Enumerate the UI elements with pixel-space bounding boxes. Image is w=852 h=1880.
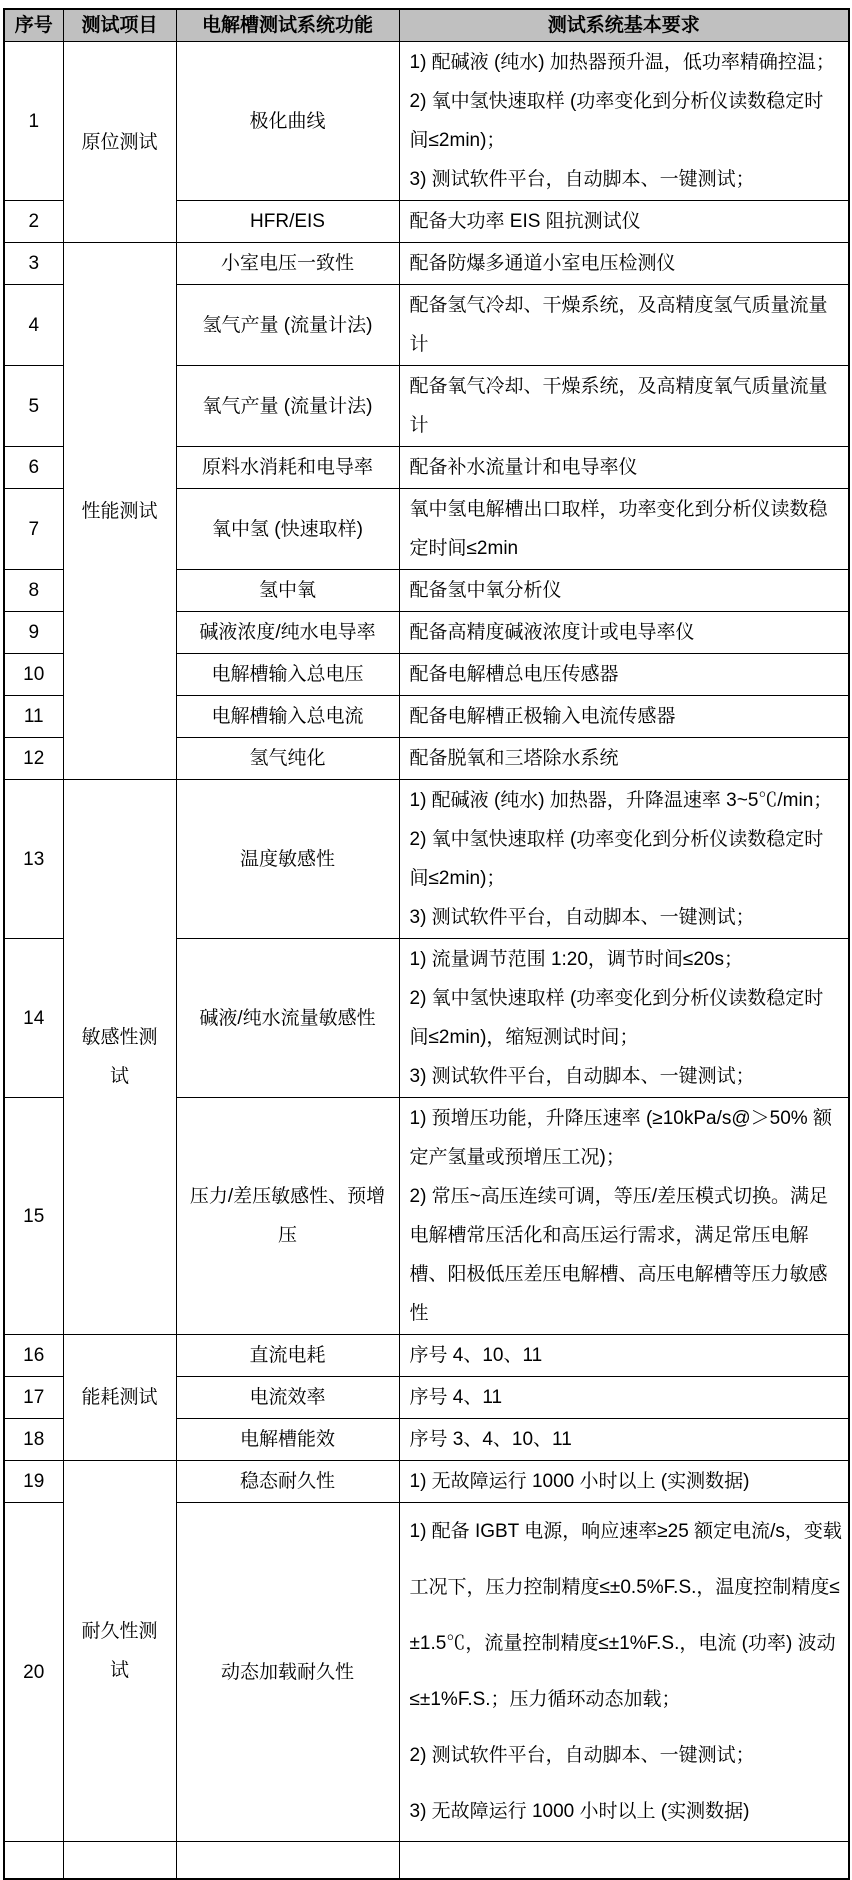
basic-requirements-cell (399, 1419, 849, 1461)
row-index-cell: 18 (4, 1419, 63, 1461)
system-function-cell: 氢中氧 (176, 570, 399, 612)
requirement-line: 2) 氧中氢快速取样 (功率变化到分析仪读数稳定时间≤2min)； (409, 91, 824, 151)
row-index-cell: 11 (4, 696, 63, 738)
row-index-cell (4, 1842, 63, 1880)
col-header-system-function: 电解槽测试系统功能 (176, 9, 399, 42)
requirement-line: 配备高精度碱液浓度计或电导率仪 (409, 622, 695, 643)
system-function-cell: 压力/差压敏感性、预增压 (176, 1098, 399, 1335)
row-index-cell: 2 (4, 201, 63, 243)
requirement-line: 3) 无故障运行 1000 小时以上 (实测数据) (409, 1801, 750, 1822)
row-index-cell: 8 (4, 570, 63, 612)
system-function-cell (176, 1842, 399, 1880)
row-index-cell: 7 (4, 489, 63, 570)
basic-requirements-cell (399, 570, 849, 612)
system-function-cell: 氧中氢 (快速取样) (176, 489, 399, 570)
basic-requirements-cell (399, 780, 849, 939)
basic-requirements-cell (399, 654, 849, 696)
table-row (4, 780, 849, 939)
requirement-line: 序号 3、4、10、11 (409, 1429, 572, 1450)
requirement-line: 1) 预增压功能，升降压速率 (≥10kPa/s@＞50% 额定产氢量或预增压工况)； (409, 1108, 832, 1168)
row-index-cell: 1 (4, 42, 63, 201)
row-index-cell: 9 (4, 612, 63, 654)
basic-requirements-cell (399, 1503, 849, 1842)
system-function-cell: 氧气产量 (流量计法) (176, 366, 399, 447)
basic-requirements-cell (399, 612, 849, 654)
requirement-line: 配备电解槽正极输入电流传感器 (409, 706, 676, 727)
requirement-line: 1) 配碱液 (纯水) 加热器预升温，低功率精确控温； (409, 52, 835, 73)
table-row (4, 1335, 849, 1377)
basic-requirements-cell (399, 1377, 849, 1419)
table-row (4, 42, 849, 201)
table-row (4, 243, 849, 285)
system-function-cell: 碱液浓度/纯水电导率 (176, 612, 399, 654)
basic-requirements-cell (399, 1098, 849, 1335)
requirement-line: 1) 流量调节范围 1:20，调节时间≤20s； (409, 949, 743, 970)
basic-requirements-cell (399, 489, 849, 570)
requirement-line: 配备电解槽总电压传感器 (409, 664, 619, 685)
row-index-cell: 5 (4, 366, 63, 447)
system-function-cell: 电流效率 (176, 1377, 399, 1419)
row-index-cell: 13 (4, 780, 63, 939)
test-table-body (4, 42, 849, 1880)
col-header-test-item: 测试项目 (63, 9, 176, 42)
basic-requirements-cell (399, 243, 849, 285)
requirement-line: 序号 4、11 (409, 1387, 503, 1408)
row-index-cell: 3 (4, 243, 63, 285)
system-function-cell: 小室电压一致性 (176, 243, 399, 285)
system-function-cell: 温度敏感性 (176, 780, 399, 939)
requirement-line: 1) 配备 IGBT 电源，响应速率≥25 额定电流/s，变载工况下，压力控制精度≤±0.5%F.S.，温度控制精度≤±1.5℃，流量控制精度≤±1%F.S.，电流 (功率) 波动≤±1%F.S.；压力循环动态加载； (409, 1521, 842, 1710)
col-header-basic-requirements: 测试系统基本要求 (399, 9, 849, 42)
requirement-line: 1) 无故障运行 1000 小时以上 (实测数据) (409, 1471, 750, 1492)
basic-requirements-cell (399, 738, 849, 780)
test-item-group-cell: 性能测试 (63, 243, 176, 780)
basic-requirements-cell (399, 1335, 849, 1377)
requirement-line: 氧中氢电解槽出口取样，功率变化到分析仪读数稳定时间≤2min (409, 499, 828, 559)
system-function-cell: 原料水消耗和电导率 (176, 447, 399, 489)
basic-requirements-cell (399, 42, 849, 201)
test-item-group-cell (63, 1842, 176, 1880)
row-index-cell: 14 (4, 939, 63, 1098)
system-function-cell: 电解槽能效 (176, 1419, 399, 1461)
requirement-line: 配备氢气冷却、干燥系统，及高精度氢气质量流量计 (409, 295, 828, 355)
basic-requirements-cell (399, 1842, 849, 1880)
system-function-cell: 极化曲线 (176, 42, 399, 201)
requirement-line: 配备脱氧和三塔除水系统 (409, 748, 619, 769)
requirement-line: 1) 配碱液 (纯水) 加热器，升降温速率 3~5℃/min； (409, 790, 833, 811)
requirement-line: 配备补水流量计和电导率仪 (409, 457, 638, 478)
table-row (4, 1461, 849, 1503)
requirement-line: 2) 氧中氢快速取样 (功率变化到分析仪读数稳定时间≤2min)，缩短测试时间； (409, 988, 824, 1048)
system-function-cell: 碱液/纯水流量敏感性 (176, 939, 399, 1098)
system-function-cell: 稳态耐久性 (176, 1461, 399, 1503)
requirement-line: 3) 测试软件平台，自动脚本、一键测试； (409, 169, 755, 190)
requirement-line: 3) 测试软件平台，自动脚本、一键测试； (409, 1066, 755, 1087)
test-item-group-cell: 敏感性测试 (63, 780, 176, 1335)
row-index-cell: 20 (4, 1503, 63, 1842)
row-index-cell: 12 (4, 738, 63, 780)
requirement-line: 2) 测试软件平台，自动脚本、一键测试； (409, 1745, 755, 1766)
requirement-line: 3) 测试软件平台，自动脚本、一键测试； (409, 907, 755, 928)
requirement-line: 配备大功率 EIS 阻抗测试仪 (409, 211, 641, 232)
col-header-index: 序号 (4, 9, 63, 42)
basic-requirements-cell (399, 285, 849, 366)
basic-requirements-cell (399, 1461, 849, 1503)
system-function-cell: 动态加载耐久性 (176, 1503, 399, 1842)
row-index-cell: 10 (4, 654, 63, 696)
requirement-line: 配备防爆多通道小室电压检测仪 (409, 253, 676, 274)
system-function-cell: 氢气产量 (流量计法) (176, 285, 399, 366)
row-index-cell: 16 (4, 1335, 63, 1377)
row-index-cell: 15 (4, 1098, 63, 1335)
basic-requirements-cell (399, 696, 849, 738)
row-index-cell: 17 (4, 1377, 63, 1419)
requirement-line: 配备氧气冷却、干燥系统，及高精度氧气质量流量计 (409, 376, 828, 436)
system-function-cell: 电解槽输入总电压 (176, 654, 399, 696)
system-function-cell: 氢气纯化 (176, 738, 399, 780)
test-item-group-cell: 原位测试 (63, 42, 176, 243)
basic-requirements-cell (399, 447, 849, 489)
test-requirements-table (3, 8, 850, 1880)
basic-requirements-cell (399, 201, 849, 243)
system-function-cell: 直流电耗 (176, 1335, 399, 1377)
row-index-cell: 19 (4, 1461, 63, 1503)
requirement-line: 2) 氧中氢快速取样 (功率变化到分析仪读数稳定时间≤2min)； (409, 829, 824, 889)
partial-row (4, 1842, 849, 1880)
test-item-group-cell: 耐久性测试 (63, 1461, 176, 1842)
requirement-line: 序号 4、10、11 (409, 1345, 543, 1366)
row-index-cell: 4 (4, 285, 63, 366)
system-function-cell: 电解槽输入总电流 (176, 696, 399, 738)
basic-requirements-cell (399, 939, 849, 1098)
header-row (4, 9, 849, 42)
basic-requirements-cell (399, 366, 849, 447)
row-index-cell: 6 (4, 447, 63, 489)
test-item-group-cell: 能耗测试 (63, 1335, 176, 1461)
requirement-line: 2) 常压~高压连续可调，等压/差压模式切换。满足电解槽常压活化和高压运行需求，满足常压电解槽、阳极低压差压电解槽、高压电解槽等压力敏感性 (409, 1186, 829, 1324)
requirement-line: 配备氢中氧分析仪 (409, 580, 562, 601)
system-function-cell: HFR/EIS (176, 201, 399, 243)
